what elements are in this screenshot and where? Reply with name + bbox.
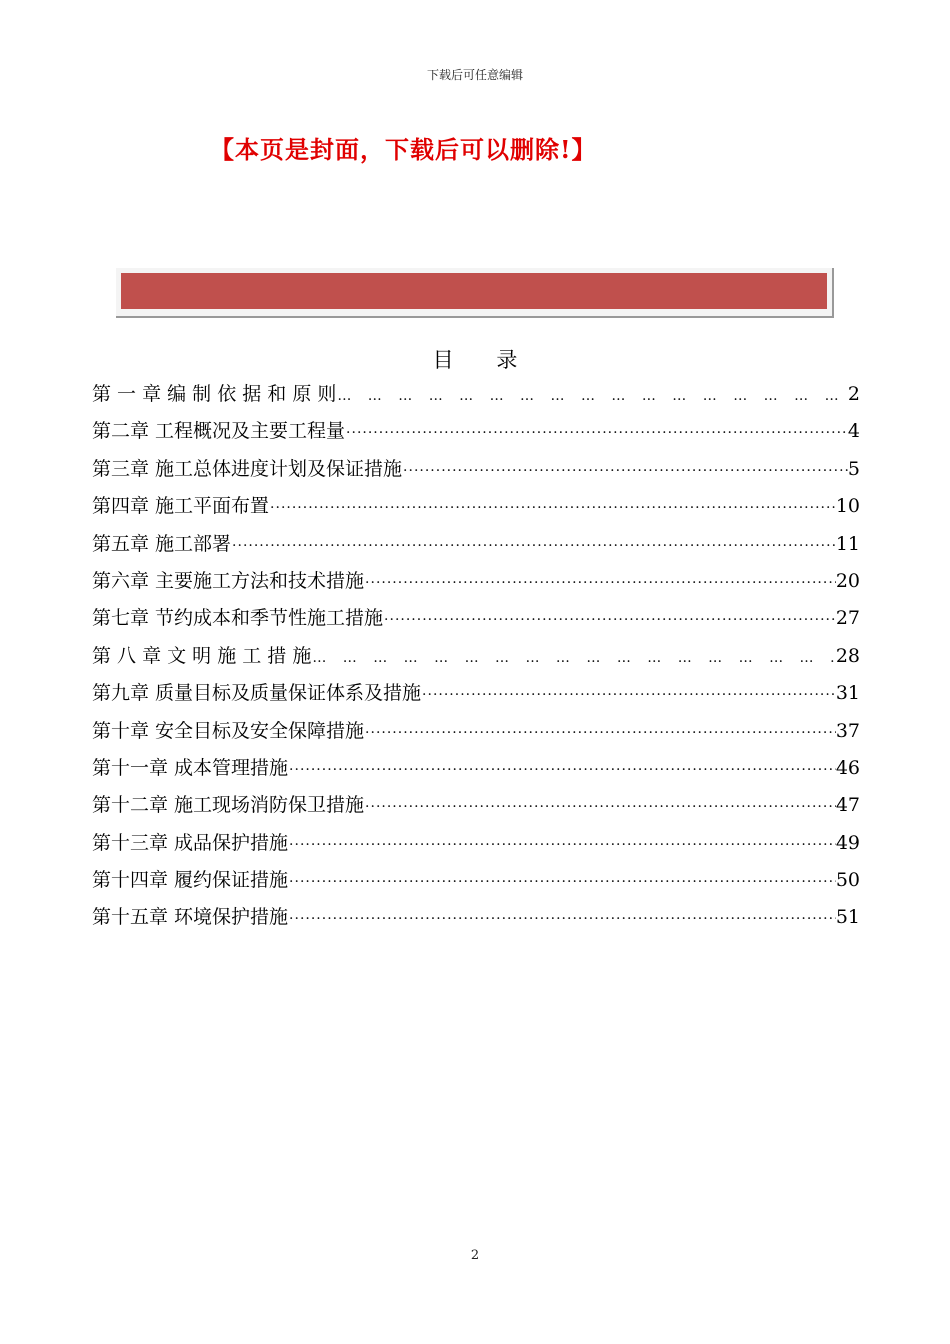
toc-entry-page: 49 xyxy=(835,831,860,854)
toc-dot-leader xyxy=(336,378,848,415)
footer-page-number: 2 xyxy=(470,1248,480,1263)
toc-entry[interactable] xyxy=(92,600,860,637)
toc-entry[interactable] xyxy=(92,787,860,824)
toc-entry-label: 第五章 施工部署 xyxy=(92,532,232,555)
toc-entry[interactable] xyxy=(92,825,860,862)
toc-entry-label: 第十章 安全目标及安全保障措施 xyxy=(92,719,365,742)
toc-entry-page: 50 xyxy=(835,869,860,892)
toc-entry-label: 第六章 主要施工方法和技术措施 xyxy=(92,569,365,592)
toc-entry-page: 37 xyxy=(835,719,860,742)
toc-dot-leader xyxy=(421,677,836,714)
toc-entry-page: 4 xyxy=(847,420,860,443)
toc-entry-page: 47 xyxy=(835,794,860,817)
toc-entry-label: 第七章 节约成本和季节性施工措施 xyxy=(92,607,384,630)
toc-entry-page: 46 xyxy=(835,756,860,779)
cover-banner xyxy=(116,268,834,318)
toc-entry-label: 第十三章 成品保护措施 xyxy=(92,831,289,854)
toc-entry-label: 第三章 施工总体进度计划及保证措施 xyxy=(92,457,403,480)
toc-entry-page: 51 xyxy=(835,906,860,929)
toc-entry[interactable] xyxy=(92,713,860,750)
toc-entry-label: 第四章 施工平面布置 xyxy=(92,495,270,518)
toc-entry[interactable] xyxy=(92,862,860,899)
toc-dot-leader xyxy=(288,864,836,901)
toc-dot-leader xyxy=(269,490,836,527)
toc-entry-page: 31 xyxy=(835,682,860,705)
toc-entry-page: 20 xyxy=(835,569,860,592)
toc-entry-label: 第 八 章 文 明 施 工 措 施 xyxy=(92,644,312,667)
toc-dot-leader xyxy=(345,415,848,452)
toc-dot-leader xyxy=(364,789,836,826)
toc-entry-label: 第九章 质量目标及质量保证体系及措施 xyxy=(92,682,422,705)
toc-dot-leader xyxy=(402,453,848,490)
toc-dot-leader xyxy=(231,528,836,565)
cover-delete-notice: 【本页是封面，下载后可以删除!】 xyxy=(210,135,597,164)
toc-entry-page: 2 xyxy=(847,383,860,405)
toc-dot-leader xyxy=(383,602,836,639)
toc-dot-leader xyxy=(364,715,836,752)
toc-entry[interactable] xyxy=(92,675,860,712)
toc-entry[interactable] xyxy=(92,488,860,525)
toc-entry[interactable] xyxy=(92,638,860,675)
toc-entry-label: 第十五章 环境保护措施 xyxy=(92,906,289,929)
toc-entry-page: 27 xyxy=(835,607,860,630)
table-of-contents xyxy=(92,376,860,937)
toc-title: 目 录 xyxy=(432,348,536,372)
toc-entry-label: 第十四章 履约保证措施 xyxy=(92,869,289,892)
toc-dot-leader xyxy=(288,752,836,789)
toc-entry[interactable] xyxy=(92,563,860,600)
toc-entry[interactable] xyxy=(92,526,860,563)
toc-entry-label: 第 一 章 编 制 依 据 和 原 则 xyxy=(92,383,337,405)
toc-dot-leader xyxy=(288,827,836,864)
page-header-note: 下载后可任意编辑 xyxy=(426,68,523,82)
toc-entry-label: 第十一章 成本管理措施 xyxy=(92,756,289,779)
toc-entry[interactable] xyxy=(92,413,860,450)
toc-dot-leader xyxy=(311,640,835,677)
toc-entry-page: 11 xyxy=(835,532,860,555)
toc-entry[interactable] xyxy=(92,899,860,936)
toc-entry-page: 5 xyxy=(847,457,860,480)
toc-entry-label: 第十二章 施工现场消防保卫措施 xyxy=(92,794,365,817)
toc-entry[interactable] xyxy=(92,376,860,413)
toc-dot-leader xyxy=(288,901,836,938)
toc-entry-label: 第二章 工程概况及主要工程量 xyxy=(92,420,346,443)
cover-banner-fill xyxy=(121,273,827,309)
toc-entry-page: 10 xyxy=(835,495,860,518)
toc-entry-page: 28 xyxy=(835,644,860,667)
toc-entry[interactable] xyxy=(92,750,860,787)
toc-entry[interactable] xyxy=(92,451,860,488)
toc-dot-leader xyxy=(364,565,836,602)
